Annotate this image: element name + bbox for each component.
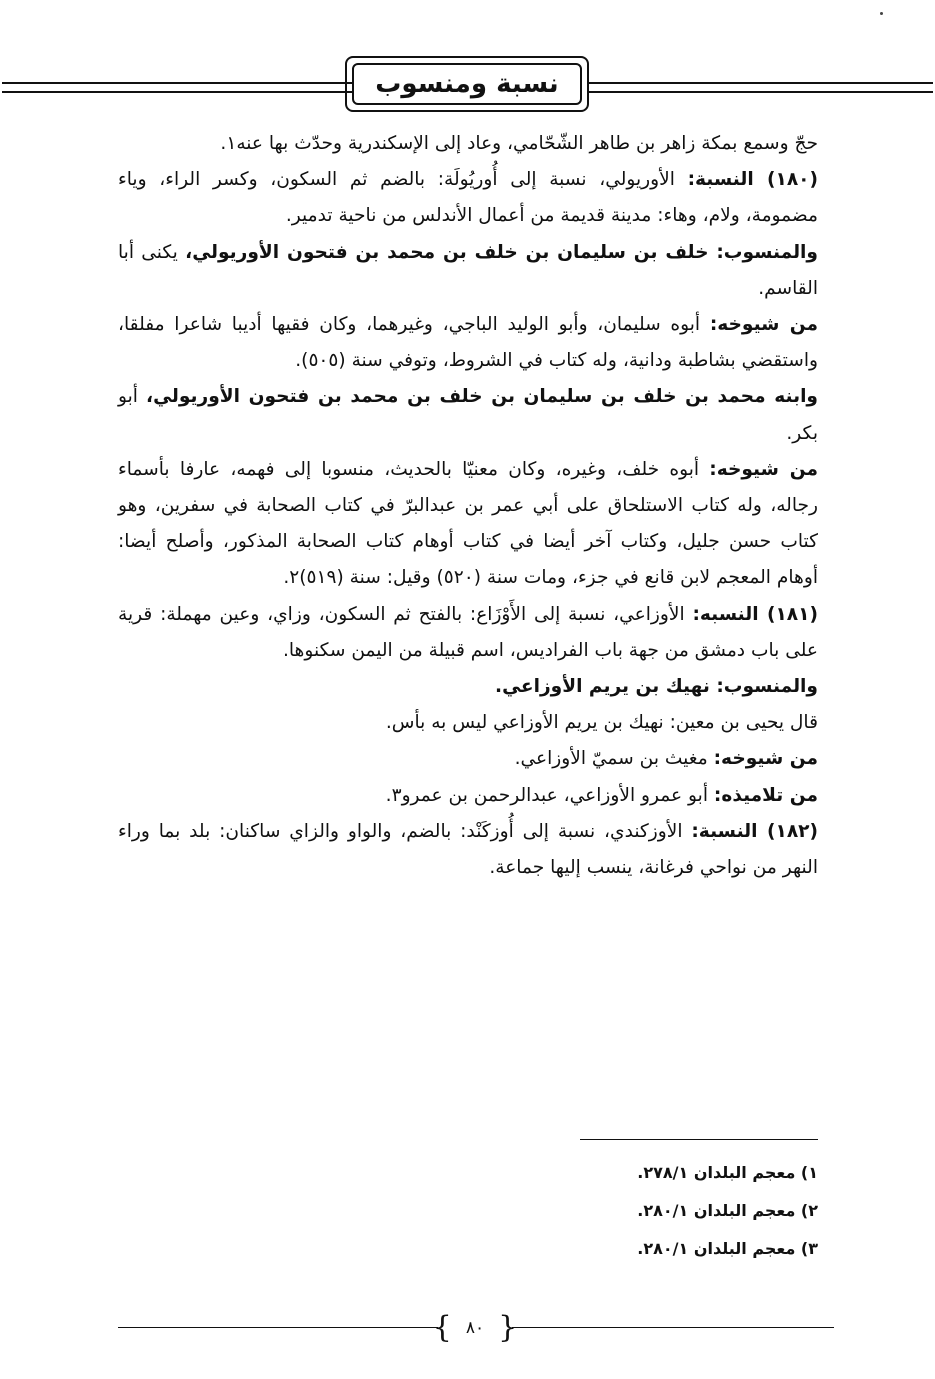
paragraph-text: الأوزاعي، نسبة إلى الأَوْزَاع: بالفتح ثم السكون، وزاي، وعين مهملة: قرية على باب دمشق من جهة باب الفراديس، اسم قبيلة من اليمن سكنوها. — [118, 603, 818, 661]
paragraph-text: أبوه سليمان، وأبو الوليد الباجي، وغيرهما، وكان فقيها أديبا شاعرا مفلقا، واستقضي بشاطبة ودانية، وله كتاب في الشروط، وتوفي سنة (٥٠٥). — [118, 314, 818, 372]
footnote-1: ١) معجم البلدان ٢٧٨/١. — [637, 1163, 818, 1182]
header-frame — [345, 56, 589, 112]
paragraph-text: مغيث بن سميّ الأوزاعي. — [514, 748, 714, 770]
paragraph-3 — [118, 235, 818, 307]
paragraph-label: من شيوخه: — [709, 314, 818, 336]
paragraph-text: قال يحيى بن معين: نهيك بن يريم الأوزاعي ليس به بأس. — [385, 712, 818, 734]
paragraph-11 — [118, 778, 818, 814]
open-brace-icon: { — [432, 1310, 452, 1345]
paragraph-label: والمنسوب: خلف بن سليمان بن خلف بن محمد بن فتحون الأوريولي، — [185, 241, 818, 263]
paragraph-label: من شيوخه: — [709, 458, 818, 480]
footnote-3: ٣) معجم البلدان ٢٨٠/١. — [637, 1239, 818, 1258]
paragraph-8 — [118, 669, 818, 705]
footnotes — [400, 1154, 818, 1268]
page-number — [432, 1310, 518, 1345]
paragraph-12 — [118, 814, 818, 886]
footnote-separator — [580, 1139, 818, 1140]
paragraph-4 — [118, 307, 818, 379]
paragraph-1 — [118, 126, 818, 162]
paragraph-text: أبوه خلف، وغيره، وكان معنيّا بالحديث، منسوبا إلى فهمه، عارفا بأسماء رجاله، وله كتاب الاستلحاق على أبي عمر بن عبدالبرّ في كتاب الصحابة في سفرين، وهو كتاب حسن جليل، وكتاب آخر أيضا في كتاب أوهام كتاب الصحابة المذكور، وأصلح أيضا: أوهام المعجم لابن قانع في جزء، ومات سنة (٥٢٠) وقيل: سنة (٥١٩)٢. — [118, 458, 818, 589]
close-brace-icon: } — [498, 1310, 518, 1345]
page-number-rule-right — [512, 1327, 834, 1328]
paragraph-label: من شيوخه: — [713, 748, 818, 770]
paragraph-2 — [118, 162, 818, 234]
header-rule-right — [587, 82, 933, 93]
body-text — [118, 126, 818, 886]
paragraph-7 — [118, 597, 818, 669]
scan-speck — [880, 12, 883, 15]
paragraph-6 — [118, 452, 818, 597]
paragraph-label: (١٨٢) النسبة: — [691, 820, 819, 842]
running-title: نسبة ومنسوب — [352, 63, 582, 105]
paragraph-text: الأوريولي، نسبة إلى أُوريُولَة: بالضم ثم السكون، وكسر الراء، وياء مضمومة، ولام، وهاء: مدينة قديمة من أعمال الأندلس من ناحية تدمير. — [118, 169, 818, 227]
paragraph-text: أبو بكر. — [118, 386, 818, 444]
footnote-2: ٢) معجم البلدان ٢٨٠/١. — [637, 1201, 818, 1220]
paragraph-text: يكنى أبا القاسم. — [118, 241, 818, 299]
paragraph-label: والمنسوب: نهيك بن يريم الأوزاعي. — [495, 676, 818, 698]
paragraph-10 — [118, 741, 818, 777]
paragraph-label: وابنه محمد بن خلف بن سليمان بن خلف بن محمد بن فتحون الأوريولي، — [146, 386, 818, 408]
paragraph-text: حجّ وسمع بمكة زاهر بن طاهر الشّحّامي، وعاد إلى الإسكندرية وحدّث بها عنه١. — [220, 133, 818, 154]
header-rule-left — [2, 82, 354, 93]
paragraph-label: (١٨١) النسبه: — [692, 603, 818, 625]
paragraph-text: الأوزكندي، نسبة إلى أُوزكَنْد: بالضم، والواو والزاي ساكنان: بلد بما وراء النهر من نواحي فرغانة، ينسب إليها جماعة. — [118, 820, 818, 879]
paragraph-9 — [118, 705, 818, 741]
page-number-rule-left — [118, 1327, 438, 1328]
page-number-value: ٨٠ — [465, 1318, 485, 1338]
paragraph-label: (١٨٠) النسبة: — [687, 169, 819, 191]
paragraph-label: من تلاميذه: — [713, 784, 818, 806]
paragraph-5 — [118, 379, 818, 451]
paragraph-text: أبو عمرو الأوزاعي، عبدالرحمن بن عمرو٣. — [385, 784, 714, 806]
